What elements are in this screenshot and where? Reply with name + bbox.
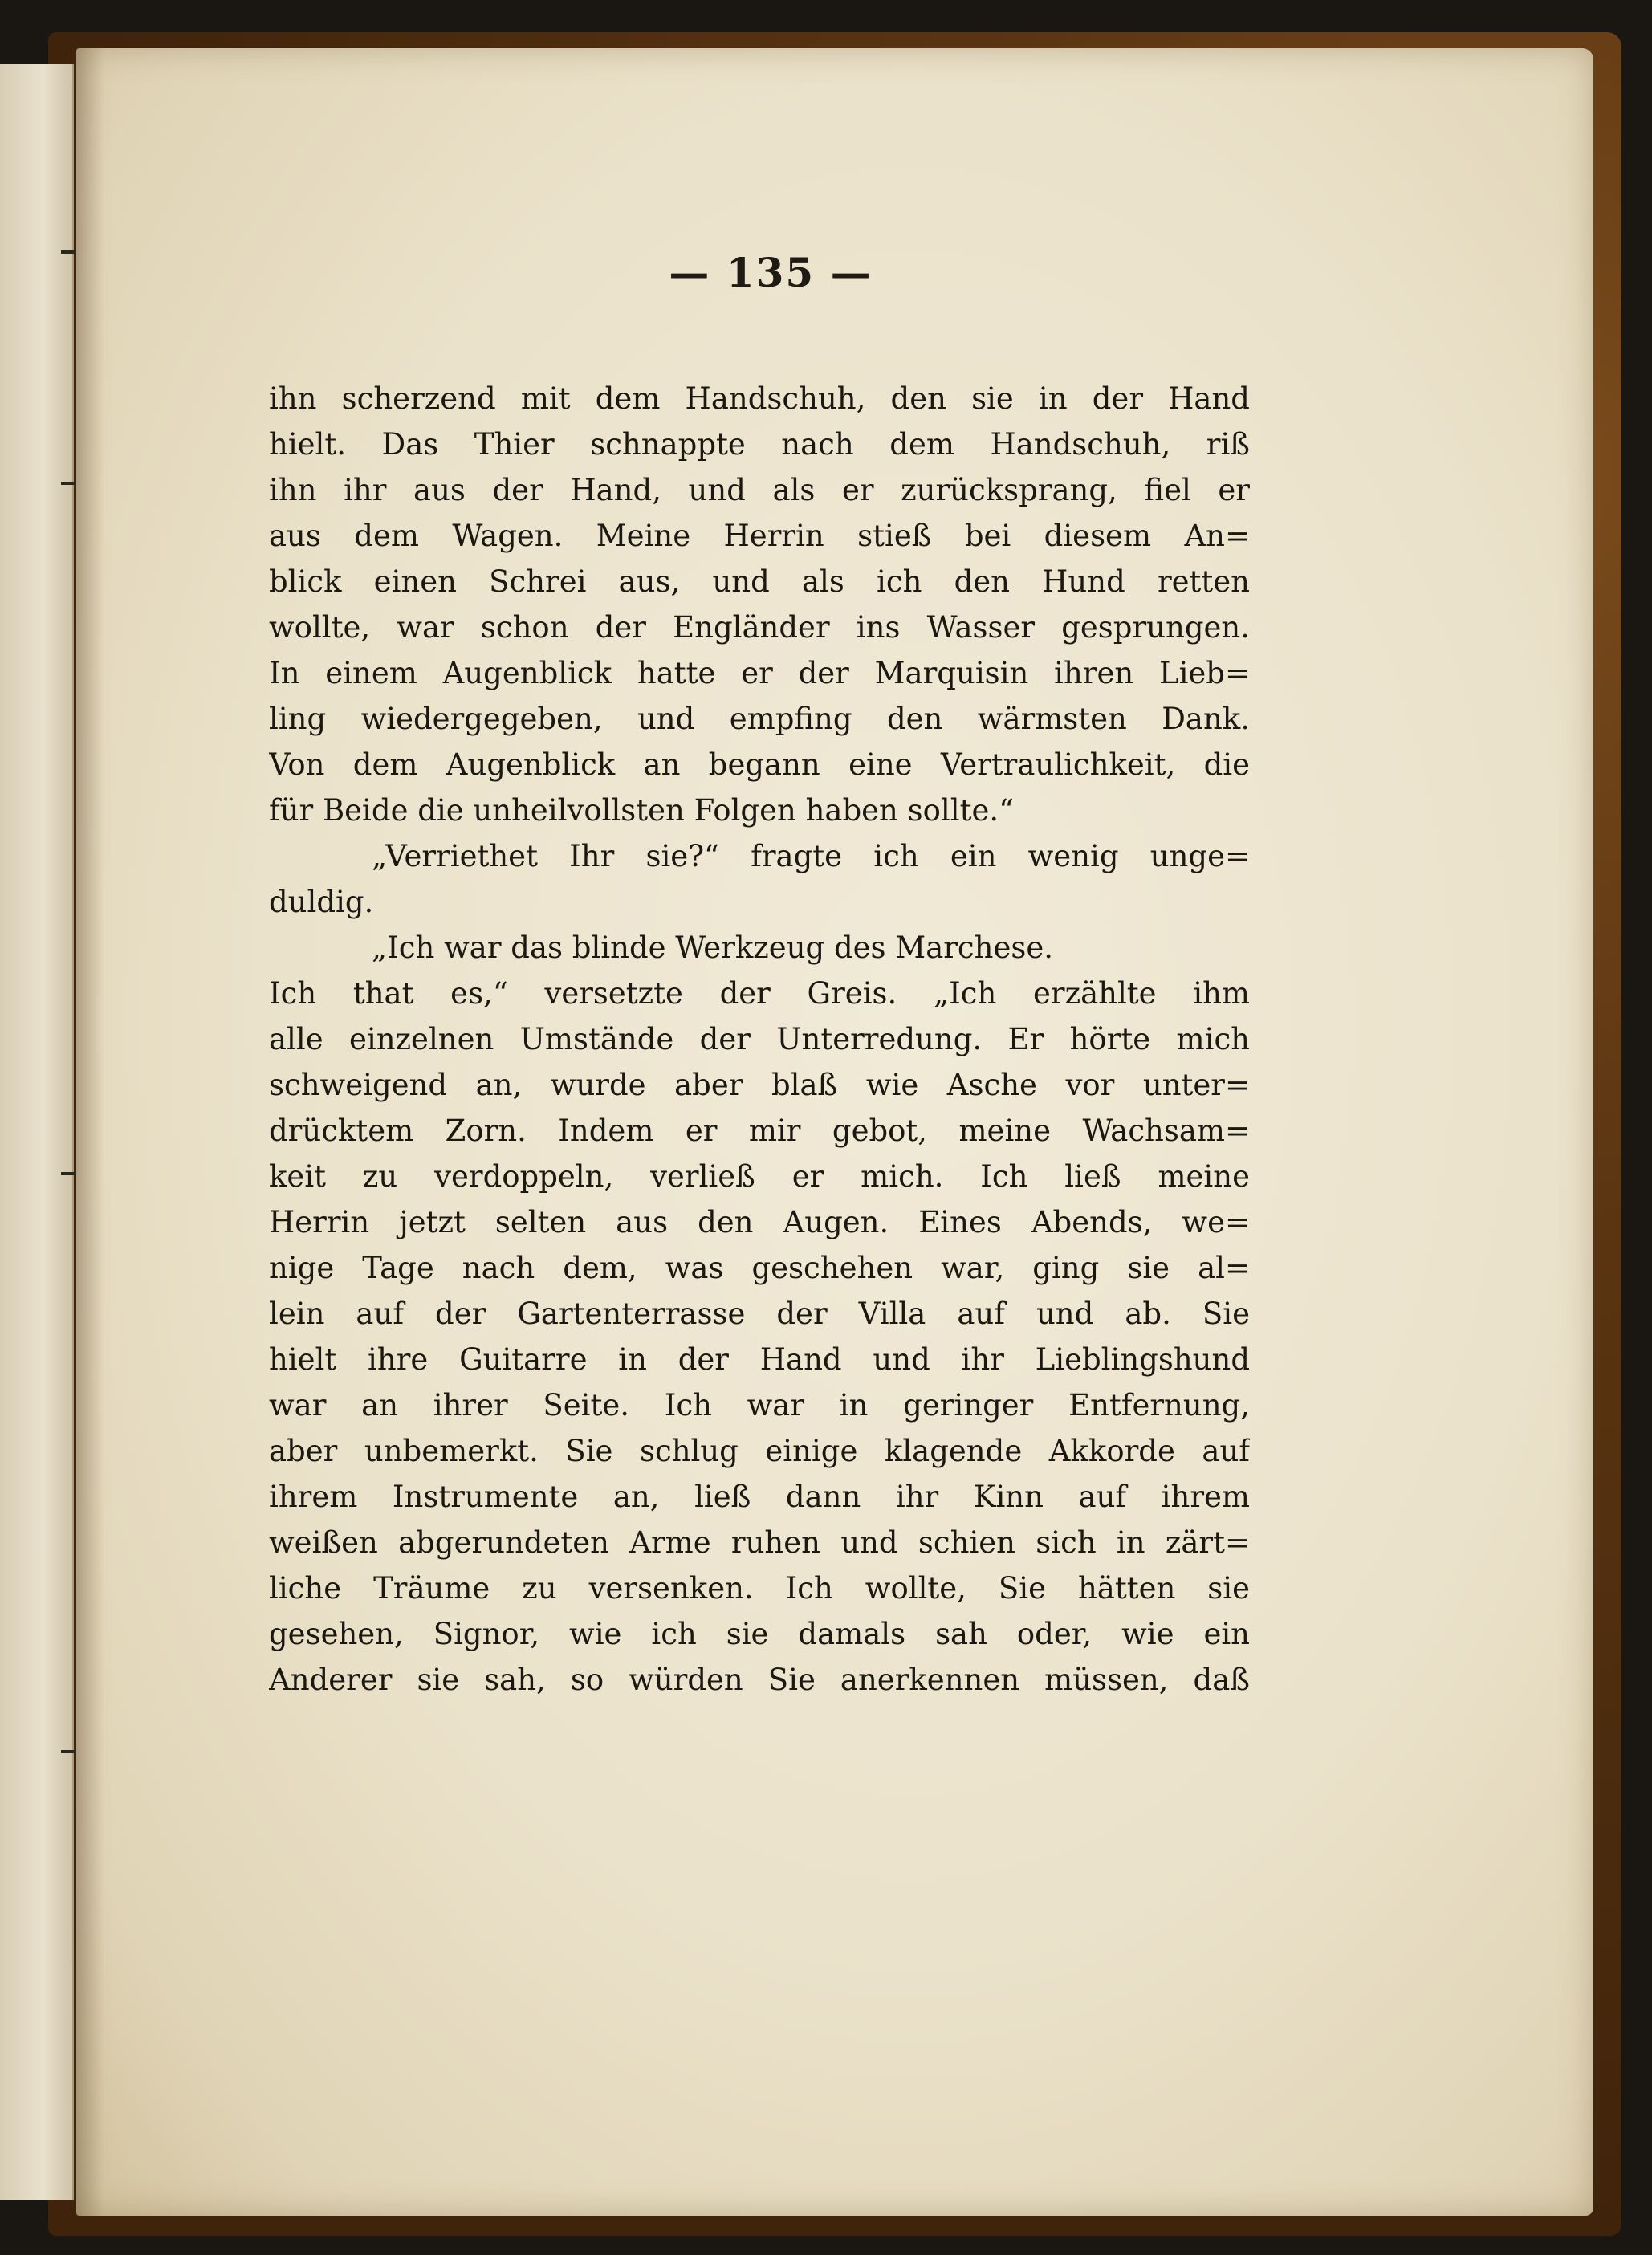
text-line: wollte, war schon der Engländer ins Wasser gesprungen.	[269, 610, 1250, 645]
text-line: lein auf der Gartenterrasse der Villa auf und ab. Sie	[269, 1296, 1250, 1331]
text-line: alle einzelnen Umstände der Unterredung. Er hörte mich	[269, 1022, 1250, 1056]
book-page	[76, 48, 1593, 2216]
text-line: für Beide die unheilvollsten Folgen haben sollte.“	[269, 793, 1015, 828]
text-line: Von dem Augenblick an begann eine Vertraulichkeit, die	[269, 747, 1250, 782]
text-line: blick einen Schrei aus, und als ich den Hund retten	[269, 564, 1250, 599]
text-line: In einem Augenblick hatte er der Marquisin ihren Lieb=	[269, 656, 1250, 690]
text-line: Anderer sie sah, so würden Sie anerkennen müssen, daß	[269, 1663, 1250, 1697]
text-line: ihn scherzend mit dem Handschuh, den sie in der Hand	[269, 381, 1250, 416]
text-line: hielt. Das Thier schnappte nach dem Handschuh, riß	[269, 427, 1250, 462]
text-line: schweigend an, wurde aber blaß wie Asche vor unter=	[269, 1068, 1250, 1102]
text-line: war an ihrer Seite. Ich war in geringer Entfernung,	[269, 1388, 1250, 1423]
text-line: duldig.	[269, 885, 374, 919]
text-line: ihn ihr aus der Hand, und als er zurücksprang, fiel er	[269, 473, 1250, 507]
text-line: ling wiedergegeben, und empfing den wärmsten Dank.	[269, 702, 1250, 736]
facing-page-edge	[0, 64, 74, 2200]
text-line: Herrin jetzt selten aus den Augen. Eines Abends, we=	[269, 1205, 1250, 1239]
text-line: „Ich war das blinde Werkzeug des Marchese.	[372, 930, 1054, 965]
page-number: — 135 —	[669, 249, 873, 296]
text-line: Ich that es,“ versetzte der Greis. „Ich erzählte ihm	[269, 976, 1250, 1011]
text-line: nige Tage nach dem, was geschehen war, ging sie al=	[269, 1251, 1250, 1285]
body-text	[269, 376, 1250, 1703]
text-line: aber unbemerkt. Sie schlug einige klagende Akkorde auf	[269, 1434, 1250, 1468]
text-line: drücktem Zorn. Indem er mir gebot, meine Wachsam=	[269, 1113, 1250, 1148]
text-line: „Verriethet Ihr sie?“ fragte ich ein wenig unge=	[372, 839, 1250, 873]
text-line: aus dem Wagen. Meine Herrin stieß bei diesem An=	[269, 519, 1250, 553]
text-line: ihrem Instrumente an, ließ dann ihr Kinn auf ihrem	[269, 1480, 1250, 1514]
text-line: hielt ihre Guitarre in der Hand und ihr Lieblingshund	[269, 1342, 1250, 1377]
text-line: keit zu verdoppeln, verließ er mich. Ich ließ meine	[269, 1159, 1250, 1194]
text-line: liche Träume zu versenken. Ich wollte, Sie hätten sie	[269, 1571, 1250, 1606]
text-line: weißen abgerundeten Arme ruhen und schien sich in zärt=	[269, 1525, 1250, 1560]
text-line: gesehen, Signor, wie ich sie damals sah oder, wie ein	[269, 1617, 1250, 1651]
